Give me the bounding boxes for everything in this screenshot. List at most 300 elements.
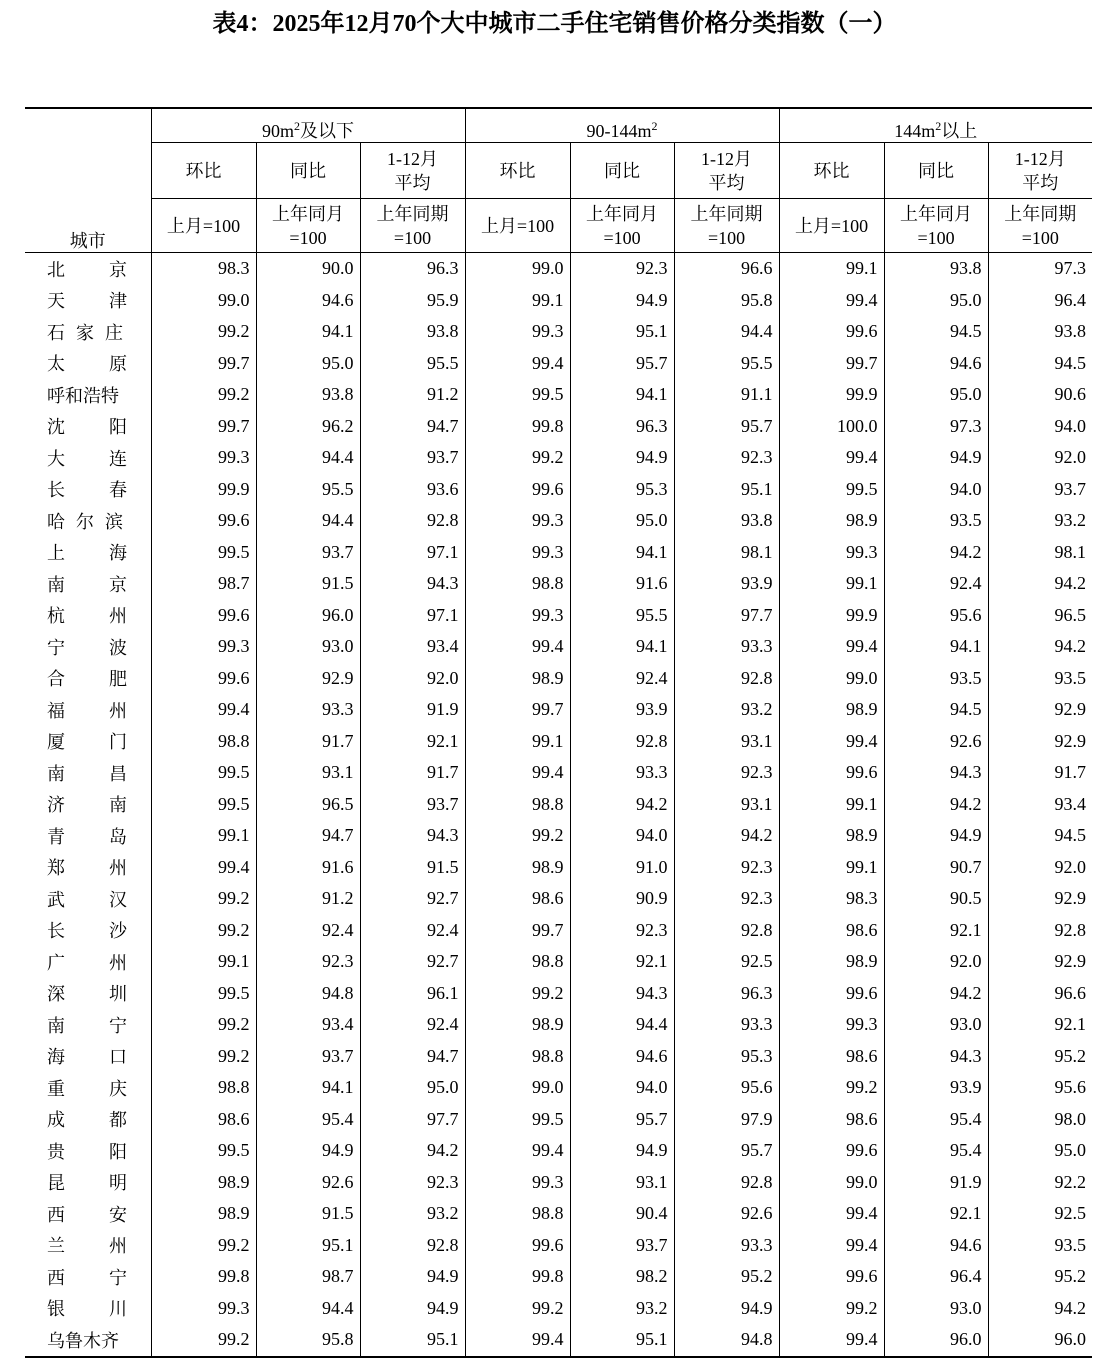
avg-header [674,143,779,199]
index-value: 98.9 [465,852,570,884]
index-value: 95.2 [988,1041,1092,1073]
index-value: 95.1 [674,474,779,506]
index-value: 95.1 [570,1324,674,1357]
index-value: 95.4 [884,1135,988,1167]
table-row [25,1167,1092,1199]
index-value: 93.8 [674,505,779,537]
index-value: 94.8 [674,1324,779,1357]
index-value: 92.6 [256,1167,360,1199]
index-value: 96.3 [360,253,465,285]
index-value: 94.9 [360,1261,465,1293]
index-value: 92.4 [256,915,360,947]
index-value: 93.2 [360,1198,465,1230]
index-value: 92.3 [570,915,674,947]
index-value: 99.1 [779,253,884,285]
index-value: 96.0 [884,1324,988,1357]
index-value: 93.1 [674,726,779,758]
index-value: 91.6 [570,568,674,600]
index-value: 96.6 [988,978,1092,1010]
index-value: 99.1 [465,285,570,317]
index-value: 99.2 [465,442,570,474]
table-row [25,915,1092,947]
index-value: 94.2 [884,537,988,569]
index-value: 98.6 [779,1104,884,1136]
index-value: 98.8 [151,1072,256,1104]
index-value: 98.3 [151,253,256,285]
index-value: 97.7 [674,600,779,632]
index-value: 95.1 [360,1324,465,1357]
group-label: 144m [894,121,936,141]
index-value: 99.4 [779,285,884,317]
yoy-base [256,199,360,253]
index-value: 90.0 [256,253,360,285]
index-value: 98.8 [465,789,570,821]
index-value: 93.0 [256,631,360,663]
index-value: 99.4 [465,348,570,380]
index-value: 92.3 [674,442,779,474]
index-value: 92.9 [988,946,1092,978]
table-row [25,978,1092,1010]
mom-base: 上月=100 [151,199,256,253]
index-value: 99.2 [465,820,570,852]
table-row [25,253,1092,285]
index-value: 91.5 [256,1198,360,1230]
index-value: 99.6 [151,663,256,695]
index-value: 99.2 [779,1072,884,1104]
index-value: 92.4 [360,915,465,947]
index-value: 94.0 [988,411,1092,443]
index-value: 98.9 [151,1198,256,1230]
table-row [25,694,1092,726]
index-value: 99.6 [779,1135,884,1167]
index-value: 97.3 [884,411,988,443]
index-value: 99.4 [151,694,256,726]
index-value: 95.0 [988,1135,1092,1167]
index-value: 99.8 [151,1261,256,1293]
index-value: 99.0 [779,1167,884,1199]
index-value: 92.5 [674,946,779,978]
index-value: 99.0 [779,663,884,695]
index-value: 92.4 [884,568,988,600]
city-name: 呼和浩特 [25,379,151,411]
table-row [25,663,1092,695]
index-value: 99.2 [151,379,256,411]
index-value: 93.3 [674,631,779,663]
index-value: 99.8 [465,1261,570,1293]
table-row [25,1324,1092,1357]
index-value: 94.1 [256,316,360,348]
index-value: 92.6 [884,726,988,758]
city-name: 合肥 [25,663,151,695]
city-name: 济南 [25,789,151,821]
avg-base-line2: =100 [1021,227,1059,248]
city-column-header: 城市 [25,108,151,253]
index-value: 93.5 [988,1230,1092,1262]
table-title: 表4：2025年12月70个大中城市二手住宅销售价格分类指数（一） [212,11,897,37]
table-row [25,1009,1092,1041]
index-value: 93.6 [360,474,465,506]
index-value: 99.5 [151,1135,256,1167]
index-value: 94.9 [570,442,674,474]
index-value: 99.4 [465,757,570,789]
group-suffix: 以上 [941,121,978,141]
index-value: 99.6 [779,316,884,348]
table-row [25,411,1092,443]
index-value: 95.2 [988,1261,1092,1293]
city-name: 兰州 [25,1230,151,1262]
index-value: 99.4 [779,631,884,663]
index-value: 99.9 [779,600,884,632]
mom-base: 上月=100 [465,199,570,253]
city-name: 天津 [25,285,151,317]
index-value: 93.8 [884,253,988,285]
index-value: 92.8 [360,505,465,537]
index-value: 90.9 [570,883,674,915]
index-value: 96.5 [988,600,1092,632]
index-value: 99.3 [151,1293,256,1325]
index-value: 98.9 [465,663,570,695]
index-value: 96.3 [674,978,779,1010]
city-name: 厦门 [25,726,151,758]
index-value: 97.7 [360,1104,465,1136]
index-value: 99.9 [151,474,256,506]
index-value: 98.7 [151,568,256,600]
index-value: 99.2 [465,1293,570,1325]
index-value: 91.7 [360,757,465,789]
index-value: 99.0 [151,285,256,317]
index-value: 91.7 [256,726,360,758]
index-value: 92.3 [256,946,360,978]
index-value: 92.8 [360,1230,465,1262]
index-value: 91.0 [570,852,674,884]
index-value: 95.8 [674,285,779,317]
index-value: 98.6 [151,1104,256,1136]
yoy-header: 同比 [256,143,360,199]
index-value: 94.4 [674,316,779,348]
index-value: 95.1 [256,1230,360,1262]
index-value: 93.1 [570,1167,674,1199]
avg-base [360,199,465,253]
index-value: 99.1 [151,820,256,852]
index-value: 96.6 [674,253,779,285]
index-value: 98.7 [256,1261,360,1293]
city-name: 昆明 [25,1167,151,1199]
city-name: 广州 [25,946,151,978]
index-value: 95.0 [884,379,988,411]
index-value: 94.1 [570,631,674,663]
index-value: 94.2 [988,631,1092,663]
index-value: 95.7 [570,1104,674,1136]
index-value: 91.9 [360,694,465,726]
index-value: 99.2 [151,1324,256,1357]
index-value: 98.8 [465,946,570,978]
index-value: 98.9 [779,505,884,537]
index-value: 95.0 [884,285,988,317]
yoy-base-line1: 上年同月 [586,203,659,224]
index-value: 99.1 [151,946,256,978]
group-label: 90-144m [586,121,652,141]
index-value: 94.6 [884,348,988,380]
index-value: 98.6 [465,883,570,915]
avg-header-line2: 平均 [394,172,431,193]
index-value: 99.4 [779,442,884,474]
city-name: 石家庄 [25,316,151,348]
index-value: 95.4 [256,1104,360,1136]
avg-base-line2: =100 [707,227,746,248]
index-value: 94.9 [884,442,988,474]
index-value: 93.8 [988,316,1092,348]
index-value: 98.9 [151,1167,256,1199]
city-name: 重庆 [25,1072,151,1104]
city-name: 武汉 [25,883,151,915]
index-value: 92.2 [988,1167,1092,1199]
index-value: 94.2 [988,568,1092,600]
avg-base-line1: 上年同期 [376,203,449,224]
avg-header [360,143,465,199]
index-value: 99.5 [151,978,256,1010]
index-value: 93.3 [674,1009,779,1041]
index-value: 93.9 [674,568,779,600]
index-value: 94.1 [256,1072,360,1104]
index-value: 92.9 [988,694,1092,726]
index-value: 93.7 [360,789,465,821]
city-name: 银川 [25,1293,151,1325]
index-value: 94.3 [570,978,674,1010]
index-value: 95.6 [674,1072,779,1104]
index-value: 93.7 [360,442,465,474]
index-value: 99.6 [465,474,570,506]
table-row [25,726,1092,758]
mom-header: 环比 [779,143,884,199]
avg-base-line1: 上年同期 [1004,203,1077,224]
table-row [25,1261,1092,1293]
index-value: 99.4 [779,726,884,758]
index-value: 92.0 [360,663,465,695]
index-value: 96.3 [570,411,674,443]
index-value: 93.7 [988,474,1092,506]
index-value: 93.7 [570,1230,674,1262]
index-value: 98.0 [988,1104,1092,1136]
index-value: 94.3 [360,568,465,600]
index-value: 94.8 [256,978,360,1010]
index-value: 98.8 [465,1198,570,1230]
index-value: 97.1 [360,600,465,632]
index-value: 94.4 [256,1293,360,1325]
index-value: 94.6 [884,1230,988,1262]
index-value: 99.3 [779,537,884,569]
avg-header-line2: 平均 [1022,172,1059,193]
index-value: 93.2 [674,694,779,726]
group-sup: 2 [935,119,942,133]
mom-header: 环比 [465,143,570,199]
table-row [25,946,1092,978]
table-row [25,1104,1092,1136]
table-row [25,442,1092,474]
index-value: 95.5 [360,348,465,380]
index-value: 95.5 [674,348,779,380]
index-value: 94.7 [256,820,360,852]
city-name: 大连 [25,442,151,474]
index-value: 95.0 [256,348,360,380]
table-row [25,537,1092,569]
index-value: 94.3 [884,1041,988,1073]
city-name: 上海 [25,537,151,569]
index-value: 99.2 [151,1041,256,1073]
index-value: 95.7 [674,1135,779,1167]
index-value: 94.2 [988,1293,1092,1325]
avg-header-line1: 1-12月 [387,148,438,169]
index-value: 93.8 [256,379,360,411]
index-value: 93.3 [674,1230,779,1262]
index-value: 94.0 [884,474,988,506]
index-value: 92.0 [988,852,1092,884]
index-value: 99.6 [151,600,256,632]
index-value: 96.2 [256,411,360,443]
index-value: 94.5 [884,316,988,348]
index-value: 99.5 [151,789,256,821]
yoy-header: 同比 [884,143,988,199]
index-value: 92.5 [988,1198,1092,1230]
index-value: 91.7 [988,757,1092,789]
index-value: 93.2 [570,1293,674,1325]
index-value: 94.6 [570,1041,674,1073]
index-value: 99.5 [779,474,884,506]
index-value: 94.3 [884,757,988,789]
index-value: 98.1 [988,537,1092,569]
city-name: 福州 [25,694,151,726]
city-name: 哈尔滨 [25,505,151,537]
index-value: 98.6 [779,915,884,947]
index-value: 99.7 [465,694,570,726]
avg-header-line2: 平均 [708,172,745,193]
avg-base [988,199,1092,253]
index-value: 98.3 [779,883,884,915]
mom-base: 上月=100 [779,199,884,253]
index-value: 94.7 [360,411,465,443]
city-name: 沈阳 [25,411,151,443]
table-row [25,379,1092,411]
index-value: 95.0 [570,505,674,537]
city-name: 南京 [25,568,151,600]
index-value: 95.6 [884,600,988,632]
avg-base-line2: =100 [393,227,432,248]
table-row [25,631,1092,663]
group-header-medium [465,108,779,143]
index-value: 97.1 [360,537,465,569]
index-value: 92.3 [674,883,779,915]
index-value: 94.2 [360,1135,465,1167]
city-name: 太原 [25,348,151,380]
table-row [25,316,1092,348]
city-name: 宁波 [25,631,151,663]
city-name: 贵阳 [25,1135,151,1167]
index-value: 92.3 [570,253,674,285]
index-value: 98.6 [779,1041,884,1073]
index-value: 95.5 [570,600,674,632]
index-value: 95.5 [256,474,360,506]
index-value: 92.0 [988,442,1092,474]
city-name: 北京 [25,253,151,285]
index-value: 93.0 [884,1293,988,1325]
index-value: 94.0 [570,820,674,852]
index-value: 99.8 [465,411,570,443]
table-row [25,757,1092,789]
index-value: 93.5 [884,505,988,537]
index-value: 94.9 [256,1135,360,1167]
avg-base-line1: 上年同期 [690,203,763,224]
index-value: 99.6 [465,1230,570,1262]
index-value: 99.3 [779,1009,884,1041]
index-value: 95.9 [360,285,465,317]
group-sup: 2 [651,119,658,133]
index-value: 93.1 [256,757,360,789]
city-name: 南宁 [25,1009,151,1041]
index-value: 94.5 [988,820,1092,852]
price-index-table [25,107,1092,1358]
index-value: 95.8 [256,1324,360,1357]
index-value: 91.1 [674,379,779,411]
index-value: 90.4 [570,1198,674,1230]
index-value: 94.4 [570,1009,674,1041]
index-value: 92.6 [674,1198,779,1230]
yoy-base-line2: =100 [917,227,955,248]
index-value: 99.6 [151,505,256,537]
index-value: 99.6 [779,757,884,789]
index-value: 96.4 [884,1261,988,1293]
index-value: 97.3 [988,253,1092,285]
index-value: 99.1 [779,852,884,884]
index-value: 98.8 [151,726,256,758]
index-value: 99.7 [151,348,256,380]
table-body [25,253,1092,1357]
index-value: 93.4 [988,789,1092,821]
index-value: 99.4 [151,852,256,884]
index-value: 92.1 [570,946,674,978]
city-name: 成都 [25,1104,151,1136]
table-row [25,348,1092,380]
index-value: 94.4 [256,505,360,537]
index-value: 99.1 [779,568,884,600]
index-value: 92.4 [570,663,674,695]
index-value: 94.9 [674,1293,779,1325]
table-row [25,568,1092,600]
index-value: 98.1 [674,537,779,569]
index-value: 99.3 [151,631,256,663]
city-name: 海口 [25,1041,151,1073]
index-value: 92.9 [988,726,1092,758]
index-value: 99.7 [465,915,570,947]
index-value: 99.2 [151,316,256,348]
index-value: 92.8 [570,726,674,758]
index-value: 96.0 [988,1324,1092,1357]
city-name: 西宁 [25,1261,151,1293]
index-value: 97.9 [674,1104,779,1136]
index-value: 96.5 [256,789,360,821]
index-value: 99.1 [465,726,570,758]
city-name: 南昌 [25,757,151,789]
index-value: 99.1 [779,789,884,821]
index-value: 99.0 [465,253,570,285]
index-value: 99.2 [151,915,256,947]
index-value: 93.7 [256,1041,360,1073]
index-value: 96.1 [360,978,465,1010]
index-value: 92.8 [674,915,779,947]
index-value: 98.8 [465,1041,570,1073]
index-value: 95.7 [674,411,779,443]
yoy-base-line1: 上年同月 [900,203,973,224]
index-value: 93.8 [360,316,465,348]
table-row [25,852,1092,884]
